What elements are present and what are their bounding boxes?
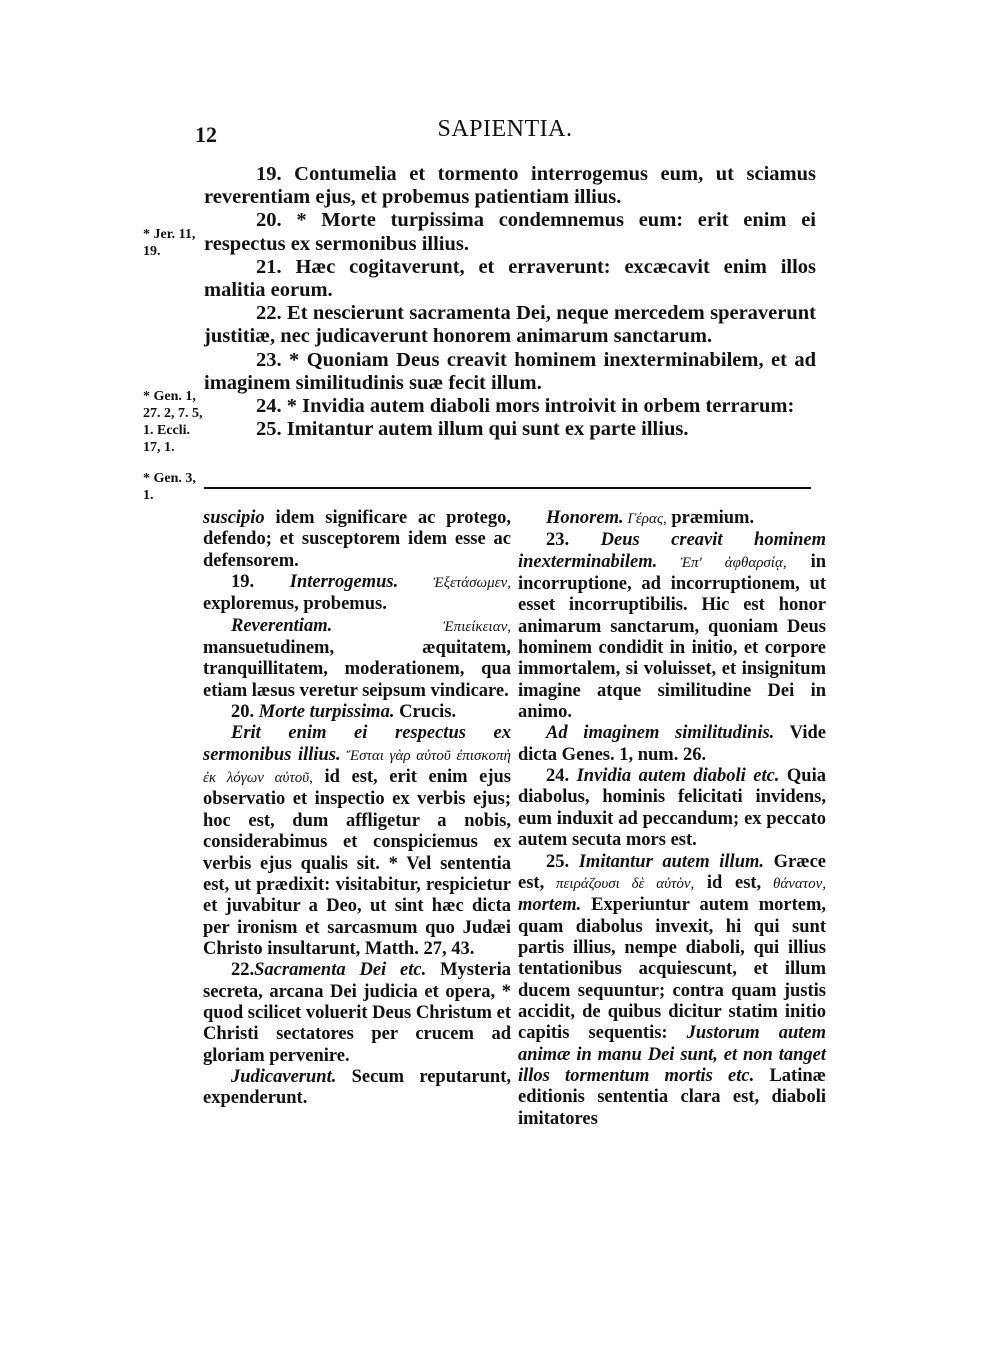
verse-24: 24. * Invidia autem diaboli mors introivit in orbem terrarum: — [256, 395, 795, 418]
commentary-left-column — [203, 508, 511, 1110]
commentary-note: Honorem. Γέρας, præmium. — [546, 508, 755, 528]
commentary-note: 24. Invidia autem diaboli etc. Quia diabolus, hominis felicitati invidens, eum induxit ad peccandum; ex peccato autem secuta mors est. — [518, 766, 826, 851]
commentary-note: Erit enim ei respectus ex sermonibus illius. Ἔσται γὰρ αὐτοῦ ἐπισκοπὴ ἐκ λόγων αὐτοῦ, id est, erit enim ejus observatio et inspectio ex verbis ejus; hoc est, dum affligetur a nobis, considerabimus et conspiciemus ex verbis ejus qualis sit. * Vel sententia est, ut prædixit: visitabitur, respicietur et juvabitur a Deo, ut sint hæc dicta per ironism et sarcasmum quo Judæi Christo insultarunt, Matth. 27, 43. — [203, 723, 512, 959]
margin-note: * Jer. 11, 19. — [143, 227, 196, 259]
verse-21: 21. Hæc cogitaverunt, et erraverunt: excæcavit enim illos malitia eorum. — [204, 255, 817, 302]
commentary-note: 23. Deus creavit hominem inexterminabilem. Ἐπ' ἀφθαρσίᾳ, in incorruptione, ad incorruptionem, ut esset incorruptibilis. Hic est honor animarum sanctarum, quoniam Deus hominem condidit in initio, et corpore immortalem, si voluisset, et insignitum imagine atque similitudine Dei in animo. — [518, 530, 827, 723]
verse-23: 23. * Quoniam Deus creavit hominem inexterminabilem, et ad imaginem similitudinis suæ fecit illum. — [204, 348, 816, 394]
commentary-note: Reverentiam. Ἐπιείκειαν, mansuetudinem, æquitatem, tranquillitatem, moderationem, qua etiam læsus veretur seipsum vindicare. — [203, 615, 511, 701]
commentary-note: Judicaverunt. Secum reputarunt, expenderunt. — [203, 1066, 511, 1109]
verse-25: 25. Imitantur autem illum qui sunt ex parte illius. — [256, 418, 689, 441]
verse-22: 22. Et nescierunt sacramenta Dei, neque mercedem speraverunt justitiæ, nec judicaverunt honorem animarum sanctarum. — [204, 302, 816, 348]
page-header — [195, 116, 815, 150]
margin-note: * Gen. 3, 1. — [143, 471, 196, 503]
commentary-note: suscipio idem significare ac protego, defendo; et susceptorem idem esse ac defensorem. — [203, 508, 511, 571]
verse-19: 19. Contumelia et tormento interrogemus eum, ut sciamus reverentiam ejus, et probemus patientiam illius. — [204, 163, 816, 209]
running-title: SAPIENTIA. — [437, 116, 573, 142]
page-number: 12 — [195, 122, 217, 147]
scripture-text — [204, 163, 816, 441]
commentary-note: 22.Sacramenta Dei etc. Mysteria secreta, arcana Dei judicia et opera, * quod scilicet voluerit Deus Christum et Christi sectatores per crucem ad gloriam pervenire. — [203, 960, 511, 1066]
commentary-note: Ad imaginem similitudinis. Vide dicta Genes. 1, num. 26. — [518, 723, 826, 765]
commentary-note: 19. Interrogemus. Ἐξετάσωμεν, exploremus, probemus. — [203, 572, 511, 615]
commentary-note: 25. Imitantur autem illum. Græce est, πειράζουσι δὲ αὐτὸν, id est, θάνατον, mortem. Experiuntur autem mortem, quam diabolus invexit, hi qui sunt partis illius, nempe diaboli, qui illius tentationibus acquiescunt, et illum ducem sequuntur; contra quam justis accidit, de quibus dicitur statim initio capitis sequentis: Justorum autem animæ in manu Dei sunt, et non tanget illos tormentum mortis etc. Latinæ editionis sententia clara est, diaboli imitatores — [518, 851, 827, 1129]
commentary-right-column — [518, 508, 826, 1130]
margin-note: * Gen. 1, 27. 2, 7. 5, 1. Eccli. 17, 1. — [143, 389, 203, 455]
footnote-divider — [204, 487, 811, 489]
commentary-note: 20. Morte turpissima. Crucis. — [231, 702, 457, 723]
verse-20: 20. * Morte turpissima condemnemus eum: erit enim ei respectus ex sermonibus illius. — [204, 209, 816, 255]
